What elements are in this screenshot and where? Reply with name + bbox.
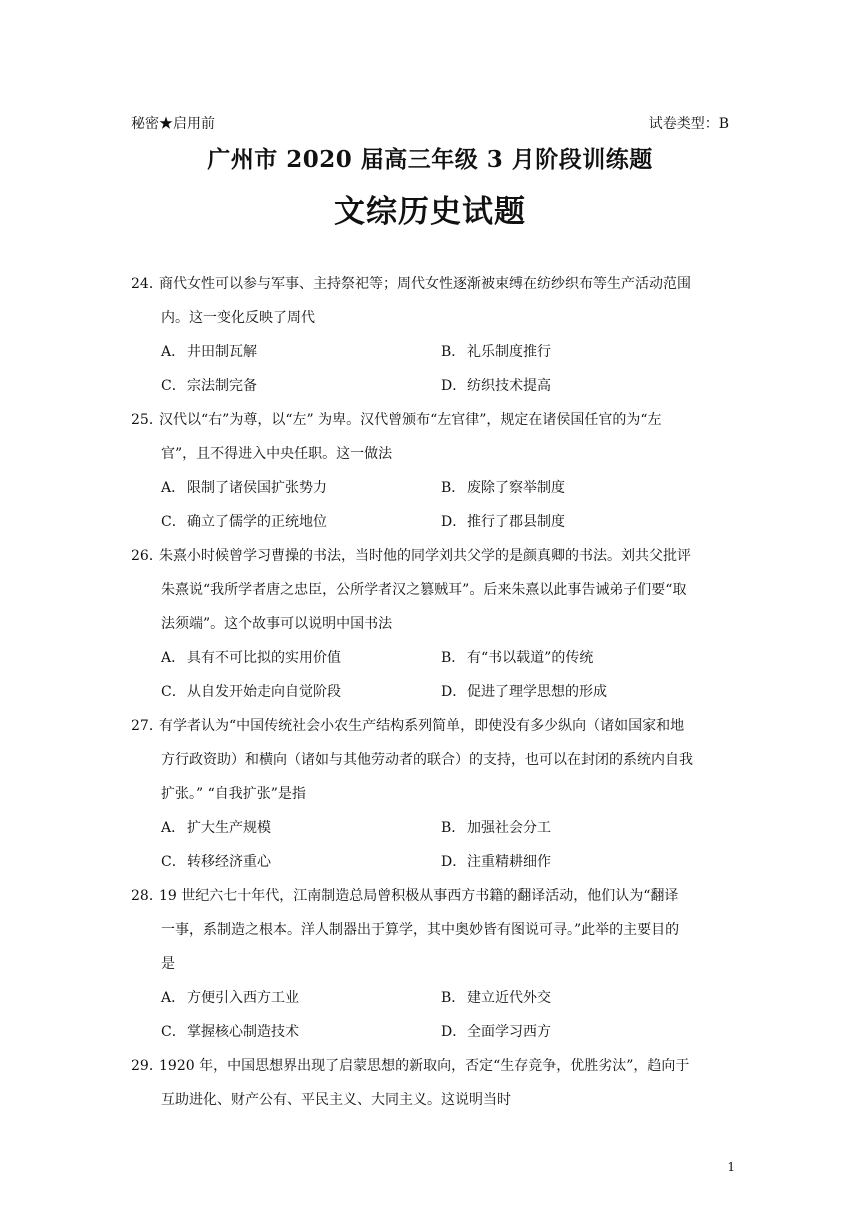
answer-options [131, 642, 731, 710]
question-stem-line [131, 914, 731, 948]
question-stem-line [131, 744, 731, 778]
question-text: 朱熹小时候曾学习曹操的书法，当时他的同学刘共父学的是颜真卿的书法。刘共父批评 [159, 548, 691, 564]
question-block [131, 880, 731, 1050]
question-stem-line [131, 574, 731, 608]
answer-option [161, 982, 441, 1016]
question-stem-line [131, 880, 731, 914]
answer-options [131, 472, 731, 540]
answer-option [441, 370, 721, 404]
option-text: 注重精耕细作 [467, 854, 551, 870]
question-number: 27． [131, 718, 163, 734]
question-stem [131, 710, 731, 812]
option-text: 转移经济重心 [187, 854, 271, 870]
answer-option [161, 846, 441, 880]
answer-option [441, 982, 721, 1016]
question-text: 汉代以“右”为尊，以“左” 为卑。汉代曾颁布“左官律”，规定在诸侯国任官的为“左 [159, 412, 662, 428]
answer-option [161, 506, 441, 540]
answer-option [441, 846, 721, 880]
option-text: 掌握核心制造技术 [187, 1024, 299, 1040]
option-letter: C． [161, 1024, 186, 1040]
answer-option [441, 506, 721, 540]
question-text: 19 世纪六七十年代，江南制造总局曾积极从事西方书籍的翻译活动，他们认为“翻译 [159, 888, 679, 904]
question-stem [131, 540, 731, 642]
question-text: 法须端”。这个故事可以说明中国书法 [161, 616, 393, 632]
option-letter: B． [441, 820, 466, 836]
exam-title: 广州市 2020 届高三年级 3 月阶段训练题 [207, 146, 653, 173]
answer-options [131, 982, 731, 1050]
question-text: 官”，且不得进入中央任职。这一做法 [161, 446, 393, 462]
question-block [131, 710, 731, 880]
option-text: 从自发开始走向自觉阶段 [187, 684, 341, 700]
option-text: 宗法制完备 [187, 378, 257, 394]
question-stem [131, 404, 731, 472]
question-stem [131, 1050, 731, 1118]
question-text: 朱熹说“我所学者唐之忠臣，公所学者汉之篡贼耳”。后来朱熹以此事告诫弟子们要“取 [161, 582, 687, 598]
question-number: 26． [131, 548, 163, 564]
question-text: 一事，系制造之根本。洋人制器出于算学，其中奥妙皆有图说可寻。”此举的主要目的 [161, 922, 680, 938]
question-text: 是 [161, 956, 175, 972]
question-text: 商代女性可以参与军事、主持祭祀等；周代女性逐渐被束缚在纺纱织布等生产活动范围 [159, 276, 691, 292]
subject-title: 文综历史试题 [334, 194, 526, 230]
question-number: 28． [131, 888, 163, 904]
page-number: 1 [727, 1160, 735, 1174]
option-text: 纺织技术提高 [467, 378, 551, 394]
option-text: 建立近代外交 [467, 990, 551, 1006]
answer-option [441, 642, 721, 676]
question-stem-line [131, 948, 731, 982]
answer-option [161, 370, 441, 404]
option-letter: A． [161, 650, 186, 666]
paper-type-label: 试卷类型：B [648, 116, 729, 132]
option-letter: D． [441, 378, 467, 394]
answer-option [441, 812, 721, 846]
answer-option [161, 642, 441, 676]
question-text: 扩张。” “自我扩张”是指 [161, 786, 306, 802]
question-stem-line [131, 438, 731, 472]
option-text: 全面学习西方 [467, 1024, 551, 1040]
question-stem-line [131, 778, 731, 812]
answer-options [131, 336, 731, 404]
option-letter: C． [161, 684, 186, 700]
option-letter: A． [161, 480, 186, 496]
question-stem [131, 268, 731, 336]
option-letter: B． [441, 344, 466, 360]
option-letter: B． [441, 480, 466, 496]
question-block [131, 268, 731, 404]
option-letter: A． [161, 820, 186, 836]
question-text: 互助进化、财产公有、平民主义、大同主义。这说明当时 [161, 1092, 511, 1108]
question-stem-line [131, 302, 731, 336]
option-text: 加强社会分工 [467, 820, 551, 836]
option-text: 废除了察举制度 [467, 480, 565, 496]
option-letter: C． [161, 854, 186, 870]
answer-option [161, 1016, 441, 1050]
question-stem-line [131, 540, 731, 574]
option-letter: D． [441, 1024, 467, 1040]
answer-option [161, 812, 441, 846]
option-text: 促进了理学思想的形成 [467, 684, 607, 700]
answer-option [161, 472, 441, 506]
confidential-label: 秘密★启用前 [131, 116, 215, 132]
question-text: 内。这一变化反映了周代 [161, 310, 315, 326]
answer-option [441, 1016, 721, 1050]
question-text: 有学者认为“中国传统社会小农生产结构系列简单，即使没有多少纵向（诸如国家和地 [159, 718, 685, 734]
option-letter: D． [441, 514, 467, 530]
answer-option [441, 472, 721, 506]
option-letter: B． [441, 650, 466, 666]
question-text: 方行政资助）和横向（诸如与其他劳动者的联合）的支持，也可以在封闭的系统内自我 [161, 752, 693, 768]
question-stem [131, 880, 731, 982]
question-stem-line [131, 1050, 731, 1084]
option-text: 井田制瓦解 [187, 344, 257, 360]
question-stem-line [131, 710, 731, 744]
question-number: 29． [131, 1058, 163, 1074]
question-stem-line [131, 268, 731, 302]
option-text: 具有不可比拟的实用价值 [187, 650, 341, 666]
option-text: 有“书以载道”的传统 [467, 650, 594, 666]
answer-option [161, 336, 441, 370]
question-stem-line [131, 404, 731, 438]
answer-option [441, 676, 721, 710]
question-list [131, 268, 731, 1118]
option-letter: A． [161, 344, 186, 360]
option-letter: C． [161, 378, 186, 394]
answer-option [161, 676, 441, 710]
option-text: 礼乐制度推行 [467, 344, 551, 360]
question-stem-line [131, 608, 731, 642]
option-text: 方便引入西方工业 [187, 990, 299, 1006]
question-block [131, 404, 731, 540]
option-text: 推行了郡县制度 [467, 514, 565, 530]
option-letter: B． [441, 990, 466, 1006]
option-letter: A． [161, 990, 186, 1006]
answer-options [131, 812, 731, 880]
question-number: 24． [131, 276, 163, 292]
question-stem-line [131, 1084, 731, 1118]
option-letter: C． [161, 514, 186, 530]
question-block [131, 540, 731, 710]
option-text: 扩大生产规模 [187, 820, 271, 836]
option-text: 限制了诸侯国扩张势力 [187, 480, 327, 496]
option-text: 确立了儒学的正统地位 [187, 514, 327, 530]
option-letter: D． [441, 684, 467, 700]
question-number: 25． [131, 412, 163, 428]
answer-option [441, 336, 721, 370]
question-text: 1920 年，中国思想界出现了启蒙思想的新取向，否定“生存竞争，优胜劣汰”，趋向于 [159, 1058, 690, 1074]
option-letter: D． [441, 854, 467, 870]
question-block [131, 1050, 731, 1118]
